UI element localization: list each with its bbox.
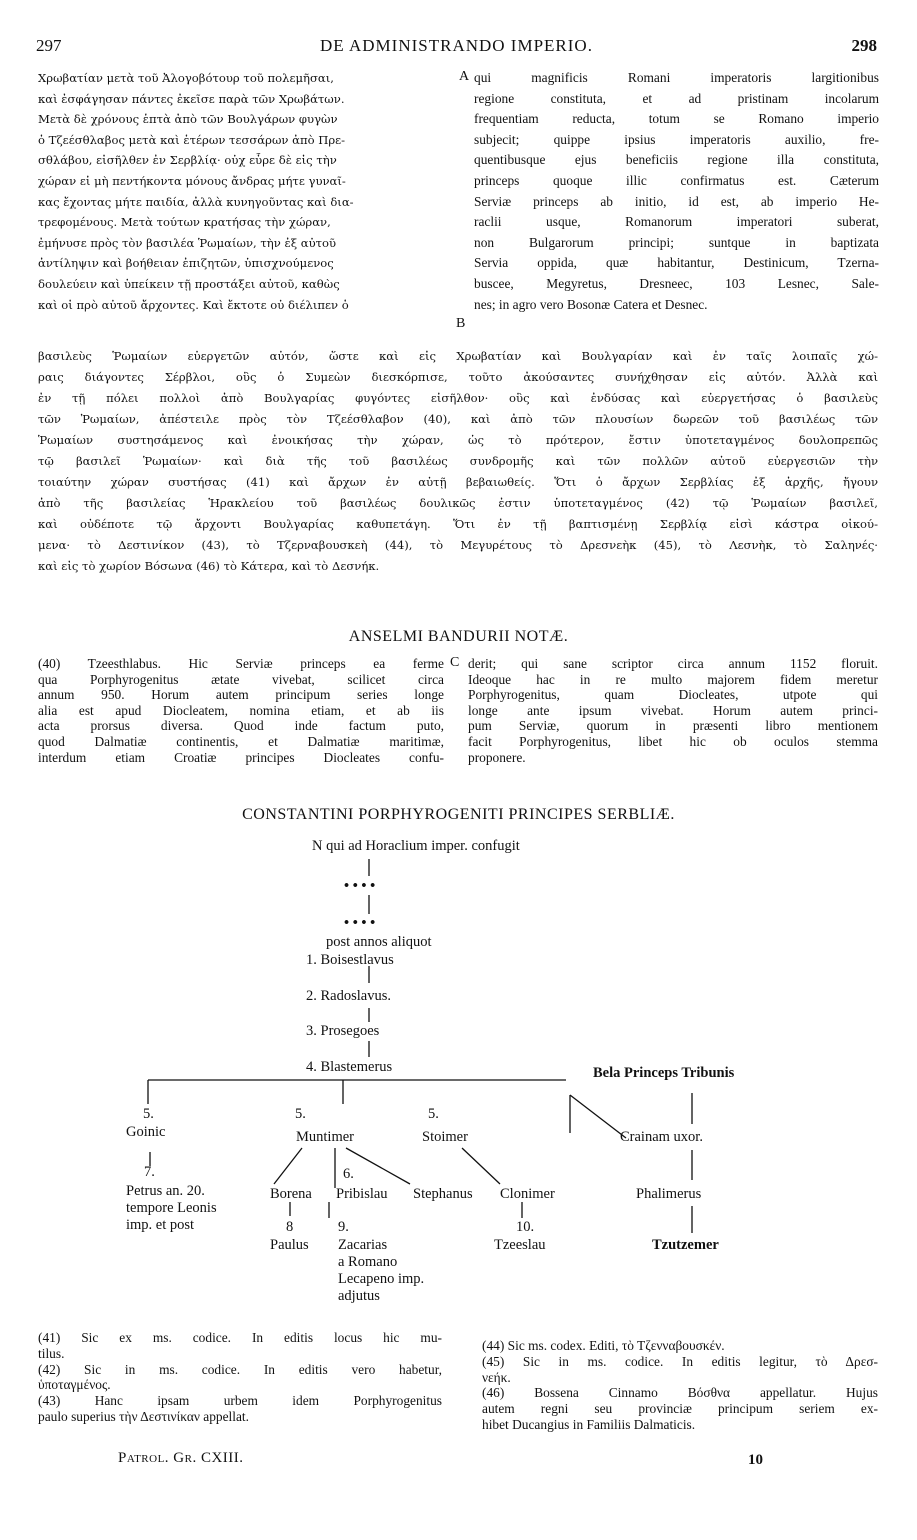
- tree-node-boisestlavus: 1. Boisestlavus: [306, 952, 394, 968]
- greek-line: καὶ οἱ πρὸ αὐτοῦ ἄρχοντες. Καὶ ἔκτοτε οὐ διέλιπεν ὁ: [38, 297, 349, 312]
- footnote-line: tilus.: [38, 1345, 65, 1361]
- footnote-line: autem regni seu provinciæ principum seriem ex-: [482, 1401, 878, 1417]
- greek-full-line: καὶ εἰς τὸ χωρίον Βόσωνα (46) τὸ Κάτερα, καὶ τὸ Δεσνήκ.: [38, 559, 380, 573]
- tree-node-crainam: Crainam uxor.: [620, 1129, 703, 1145]
- greek-line: Χρωβατίαν μετὰ τοῦ Ἀλογοβότουρ τοῦ πολεμῆσαι,: [38, 71, 334, 85]
- tree-num-zacarias: 9.: [338, 1219, 349, 1235]
- tree-node-paulus: Paulus: [270, 1237, 309, 1253]
- greek-line: χώραν εἰ μὴ πεντήκοντα μόνους ἄνδρας μήτε γυναῖ-: [38, 173, 346, 188]
- tree-node-muntimer: Muntimer: [296, 1129, 354, 1145]
- tree-node-bela: Bela Princeps Tribunis: [593, 1065, 735, 1081]
- tree-node-prosegoes: 3. Prosegoes: [306, 1023, 380, 1039]
- footer-sheet-number: 10: [748, 1452, 763, 1468]
- footnote-line: (44) Sic ms. codex. Editi, τὸ Τζενναβουσκέν.: [482, 1338, 725, 1353]
- greek-full-line: μενα· τὸ Δεστινίκον (43), τὸ Τζερναβουσκεὴ (44), τὸ Μεγυρέτους τὸ Δρεσνεὴκ (45), τὸ Λεσνὴκ, τὸ Σαληνές·: [38, 538, 878, 552]
- latin-line: quentibusque ejus beneficiis regione illa constituta,: [474, 152, 879, 168]
- margin-mark-a: A: [459, 69, 470, 84]
- tree-num-stoimer: 5.: [428, 1106, 439, 1122]
- greek-line: ὁ Τζεέσθλαβος μετὰ καὶ ἑτέρων τεσσάρων ἀπὸ Πρε-: [38, 132, 346, 147]
- note-line: alia est apud Diocleatem, nomina etiam, et ab iis: [38, 702, 444, 718]
- note-line: derit; qui sane scriptor circa annum 1152 floruit.: [468, 656, 878, 671]
- greek-full-line: βασιλεὺς Ῥωμαίων εὐεργετῶν αὐτόν, ὥστε καὶ εἰς Χρωβατίαν καὶ Βουλγαρίαν καὶ ἐν ταῖς λοιπαῖς χώ-: [38, 349, 878, 363]
- greek-full-line: τῶν Ῥωμαίων, ἀπέστειλε πρὸς τὸν Τζεέσθλαβον (40), καὶ ἀπὸ τῶν πλουσίων δωρεῶν τοῦ βασιλέως τῶν: [38, 412, 878, 426]
- latin-line: raclii usque, Romanorum imperatori suberat,: [474, 214, 879, 230]
- tree-node-borena: Borena: [270, 1186, 312, 1202]
- latin-line: buscee, Megyretus, Dresneec, 103 Lesnec, Sale-: [474, 275, 879, 291]
- greek-full-line: Ῥωμαίων συστησάμενος καὶ ἐνοικήσας τὴν χώραν, ὡς τὸ πρότερον, ἔστιν ὑποτεταγμένος δουλοπρεπῶς: [38, 433, 878, 447]
- note-line: annum 950. Horum autem principum series longe: [38, 687, 444, 703]
- greek-line: ἐμήνυσε πρὸς τὸν βασιλέα Ῥωμαίων, τὴν ἐξ αὐτοῦ: [38, 235, 337, 250]
- note-line: Ideoque hac in re multo majorem fidem meretur: [468, 671, 878, 687]
- tree-num-goinic: 5.: [143, 1106, 154, 1122]
- note-line: facit Porphyrogenitus, libet hic ob oculos stemma: [468, 733, 878, 749]
- tree-node-phalimerus: Phalimerus: [636, 1186, 702, 1202]
- tree-num-pribislau: 6.: [343, 1166, 354, 1182]
- greek-full-line: ἀπὸ τῆς βασιλείας Ἡρακλείου τοῦ βασιλέως δουλικῶς ἐστιν ὑποτεταγμένος (42) τῷ Ῥωμαίων βασιλεῖ,: [38, 496, 878, 510]
- tree-node-goinic: Goinic: [126, 1124, 166, 1140]
- greek-full-line: ἐν τῇ πόλει πολλοὶ ἀπὸ Βουλγαρίας φυγόντες εἰσῆλθον· οὓς καὶ ἐνδύσας καὶ εὐεργετήσας ὁ βασιλεὺς: [38, 391, 878, 405]
- tree-node-petrus: Petrus an. 20. tempore Leonis imp. et post: [126, 1183, 217, 1233]
- greek-full-line: καὶ οὐδέποτε τῷ ἄρχοντι Βουλγαρίας καθυπετάγη. Ὅτι ἐν τῇ βαπτισμένῃ Σερβλίᾳ εἰσὶ κάστρα οἰκού-: [38, 517, 878, 531]
- footnote-line: νεήκ.: [482, 1369, 511, 1385]
- footnote-line: (42) Sic in ms. codice. In editis vero habetur,: [38, 1361, 442, 1377]
- tree-node-pribislau: Pribislau: [336, 1186, 388, 1202]
- note-line: acta prorsus diversa. Quod inde factum puto,: [38, 718, 444, 734]
- latin-line: non Bulgarorum principi; suntque in baptizata: [474, 234, 879, 250]
- running-title: DE ADMINISTRANDO IMPERIO.: [320, 36, 593, 55]
- footnotes-left: [38, 1330, 442, 1425]
- greek-line: τρεφομένους. Μετὰ τούτων κρατήσας τὴν χώραν,: [38, 215, 331, 230]
- greek-full-line: τοιαύτην χώραν συστήσας (41) καὶ ἄρχων ἐν αὐτῇ βεβαιωθείς. Ὅτι ὁ ἄρχων Σερβλίας ἐξ ἀρχῆς, ἤγουν: [38, 475, 878, 489]
- note-line: qua Porphyrogenitus ætate vivebat, scilicet circa: [38, 671, 444, 687]
- greek-line: ἀντίληψιν καὶ βοήθειαν ἐπιζητῶν, ὑπισχνούμενος: [38, 256, 334, 271]
- greek-line: σθλάβου, εἰσῆλθεν ἐν Σερβλίᾳ· οὐχ εὗρε δὲ εἰς τὴν: [38, 153, 337, 168]
- footnote-line: (43) Hanc ipsam urbem idem Porphyrogenitus: [38, 1393, 442, 1409]
- tree-node-zacarias: Zacarias a Romano Lecapeno imp. adjutus: [338, 1237, 425, 1304]
- footnote-line: paulo superius τὴν Δεστινίκαν appellat.: [38, 1408, 249, 1424]
- latin-line: qui magnificis Romani imperatoris largitionibus: [474, 70, 879, 85]
- tree-node-clonimer: Clonimer: [500, 1186, 555, 1202]
- greek-full-line: ραις διάγοντες Σέρβλοι, οὓς ὁ Συμεὼν διεσκόρπισε, τοῦτο ἀκούσαντες συνήχθησαν εἰς αὐτόν. Ἀλλὰ καὶ: [38, 370, 878, 384]
- tree-dots: • • • •: [344, 878, 376, 894]
- tree-num-paulus: 8: [286, 1219, 294, 1235]
- note-line: longe ante ipsum vivebat. Horum autem princi-: [468, 702, 878, 718]
- note-line: pum Serviæ, quorum in præsenti libro mentionem: [468, 718, 878, 734]
- tree-node-blastemerus: 4. Blastemerus: [306, 1059, 393, 1075]
- footer-signature: Patrol. Gr. CXIII.: [118, 1450, 244, 1466]
- greek-line: δουλεύειν καὶ ὑπείκειν τῇ προστάξει αὐτοῦ, καθὼς: [38, 276, 340, 291]
- margin-mark-c: C: [450, 655, 460, 670]
- margin-mark-b: B: [456, 316, 466, 331]
- greek-full-line: τῷ βασιλεῖ Ῥωμαίων· καὶ διὰ τῆς τοῦ βασιλέως συνδρομῆς καὶ τῶν πολλῶν αὐτοῦ εὐεργεσιῶν τὴν: [38, 454, 878, 468]
- latin-line: subjecit; quippe ipsius imperatoris auxilio, fre-: [474, 131, 879, 147]
- tree-num-muntimer: 5.: [295, 1106, 306, 1122]
- right-page-number: 298: [851, 36, 877, 55]
- left-page-number: 297: [36, 36, 62, 55]
- greek-line: κας ἔχοντας μήτε παιδία, ἀλλὰ κυνηγοῦντας καὶ δια-: [38, 194, 354, 209]
- latin-line: nes; in agro vero Bosonæ Catera et Desnec.: [474, 296, 708, 312]
- latin-line: Serviæ princeps ab initio, id est, ab imperio He-: [474, 193, 879, 209]
- note-line: (40) Tzeesthlabus. Hic Serviæ princeps ea ferme: [38, 656, 444, 671]
- tree-node-radoslavus: 2. Radoslavus.: [306, 988, 391, 1004]
- latin-line: Servia oppida, quæ habitantur, Destinicum, Tzerna-: [474, 255, 879, 271]
- tree-num-tzeeslau: 10.: [516, 1219, 535, 1235]
- greek-line: καὶ ἐσφάγησαν πάντες ἐκεῖσε παρὰ τῶν Χρωβάτων.: [38, 91, 345, 106]
- note-line: interdum etiam Croatiæ principes Diocleates confu-: [38, 749, 444, 765]
- latin-line: princeps quoque illic confirmatus est. Cæterum: [474, 172, 879, 188]
- note-line: Porphyrogenitus, quam Diocleates, utpote qui: [468, 687, 878, 703]
- tree-node-stoimer: Stoimer: [422, 1129, 468, 1145]
- footnote-line: (46) Bossena Cinnamo Βόσθνα appellatur. Hujus: [482, 1385, 878, 1401]
- latin-line: regione constituta, et ad pristinam incolarum: [474, 90, 879, 106]
- tree-node-tzutzemer: Tzutzemer: [652, 1237, 719, 1253]
- genealogy-title: CONSTANTINI PORPHYROGENITI PRINCIPES SERBLIÆ.: [242, 806, 675, 823]
- footnote-line: ὑποταγμένος.: [38, 1377, 111, 1393]
- tree-node-tzeeslau: Tzeeslau: [494, 1237, 546, 1253]
- footnote-line: (41) Sic ex ms. codice. In editis locus hic mu-: [38, 1330, 442, 1345]
- tree-post-note: post annos aliquot: [326, 934, 432, 950]
- tree-node-stephanus: Stephanus: [413, 1186, 473, 1202]
- footnote-line: hibet Ducangius in Familiis Dalmaticis.: [482, 1416, 696, 1432]
- greek-line: Μετὰ δὲ χρόνους ἑπτὰ ἀπὸ τῶν Βουλγάρων φυγὼν: [38, 112, 338, 127]
- tree-num-petrus: 7.: [144, 1164, 155, 1180]
- tree-dots: • • • •: [344, 915, 376, 931]
- latin-line: frequentiam reducta, totum se Romano imperio: [474, 111, 879, 127]
- note-line: quod Dalmatiæ continentis, et Dalmatiæ maritimæ,: [38, 733, 444, 749]
- footnotes-right: [482, 1338, 878, 1433]
- notes-heading: ANSELMI BANDURII NOTÆ.: [348, 628, 569, 645]
- tree-root: N qui ad Horaclium imper. confugit: [312, 838, 520, 854]
- note-line: proponere.: [468, 749, 526, 765]
- footnote-line: (45) Sic in ms. codice. In editis legitur, τὸ Δρεσ-: [482, 1353, 878, 1369]
